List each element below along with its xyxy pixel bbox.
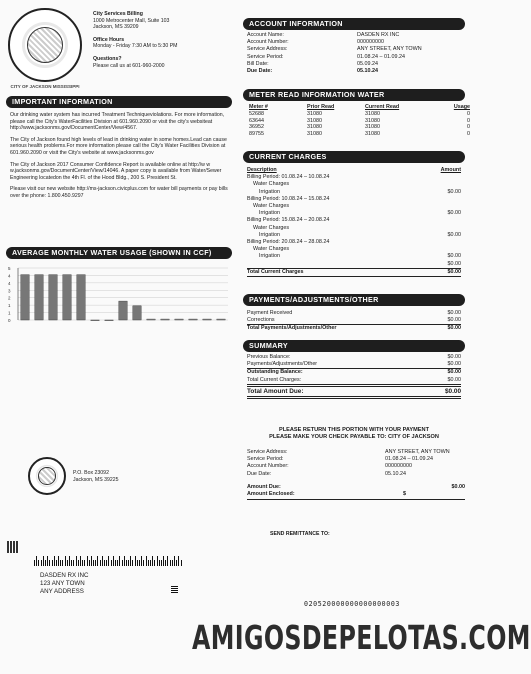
charge-amount: $0.00	[447, 231, 461, 238]
amount-due-value: $0.00	[451, 484, 465, 490]
city-seal	[8, 8, 82, 82]
charge-period-block	[247, 174, 461, 196]
corrections-value: $0.00	[447, 317, 461, 324]
remit-row-label: Service Period:	[247, 456, 284, 463]
important-p4: Please visit our new website http://ms-jackson.civicplus.com for water bill payments or pay bills over the phone: 1.800.450.9297	[10, 186, 228, 199]
barcode-bar	[146, 556, 147, 566]
barcode-bar	[38, 560, 39, 566]
remit-row-value: 05.10.24	[385, 470, 406, 477]
barcode-bar	[152, 556, 153, 566]
outstanding-row	[247, 369, 461, 376]
barcode-bar	[132, 560, 133, 566]
payment-received-label: Payment Received	[247, 310, 293, 316]
account-row-label: Service Period:	[247, 53, 284, 60]
meter-cell: 31080	[365, 117, 380, 124]
meter-row	[249, 110, 470, 118]
barcode-bar	[141, 556, 142, 566]
remit-line1: PLEASE RETURN THIS PORTION WITH YOUR PAYMENT	[278, 427, 429, 433]
questions-text: Please call us at 601-960-2000	[93, 62, 165, 69]
barcode-bar	[43, 556, 44, 566]
payment-received-value: $0.00	[447, 310, 461, 316]
barcode-bar	[111, 560, 112, 566]
barcode-bar	[128, 560, 129, 566]
barcode-bar	[143, 560, 144, 566]
barcode-bar	[87, 556, 88, 566]
charge-period-label: Billing Period: 01.08.24 – 10.08.24	[247, 174, 330, 181]
summary-payments-label: Payments/Adjustments/Other	[247, 361, 318, 368]
barcode-bar	[67, 560, 68, 566]
barcode-bar	[130, 556, 131, 566]
barcode-bar	[36, 556, 37, 566]
meter-cell: 31080	[307, 110, 322, 117]
scanline-number: 020520000000000000003	[304, 600, 400, 608]
barcode-bar	[108, 556, 109, 566]
barcode-bar	[73, 560, 74, 566]
meter-col-meter: Meter #	[249, 104, 268, 110]
y-tick-label: 3	[8, 288, 11, 294]
usage-bar	[119, 301, 127, 320]
city-seal-small	[28, 457, 66, 495]
charges-total-label: Total Current Charges	[247, 268, 304, 275]
remit-row-value: 01.08.24 – 01.09.24	[385, 456, 433, 463]
barcode-bar	[84, 560, 85, 566]
charge-water-row	[247, 203, 461, 210]
usage-bar	[105, 320, 113, 321]
barcode-bar	[93, 560, 94, 566]
barcode-bar	[65, 556, 66, 566]
barcode-bar	[34, 560, 35, 566]
meter-row	[249, 131, 470, 138]
questions-title: Questions?	[93, 55, 122, 62]
usage-bar	[133, 306, 141, 320]
summary-header: SUMMARY	[243, 340, 465, 352]
payments-header: PAYMENTS/ADJUSTMENTS/OTHER	[243, 294, 465, 306]
barcode-bar	[148, 560, 149, 566]
charge-irrigation-row	[247, 210, 461, 217]
account-row-label: Account Name:	[247, 32, 284, 38]
usage-bar	[189, 319, 197, 320]
barcode-bar	[135, 556, 136, 566]
barcode-bar	[78, 560, 79, 566]
po-box: P.O. Box 23092	[73, 470, 109, 476]
meter-cell: 31080	[307, 131, 322, 138]
send-remittance-label: SEND REMITTANCE TO:	[270, 531, 330, 537]
barcode-bar	[71, 560, 72, 566]
meter-cell: 0	[467, 110, 470, 117]
charge-period-label: Billing Period: 15.08.24 – 20.08.24	[247, 217, 330, 224]
charge-water-row	[247, 246, 461, 253]
barcode-bar	[178, 556, 179, 566]
barcode-bar	[100, 560, 101, 566]
usage-chart-svg	[6, 264, 232, 326]
meter-cell: 63644	[249, 117, 264, 124]
barcode-bar	[159, 560, 160, 566]
summary-current-value: $0.00	[447, 376, 461, 383]
barcode-bar	[161, 560, 162, 566]
barcode-bar	[170, 560, 171, 566]
barcode-bar	[76, 556, 77, 566]
remit-row	[247, 456, 465, 463]
payments-total-row	[247, 325, 461, 332]
y-tick-label: 4	[8, 273, 11, 279]
important-header: IMPORTANT INFORMATION	[6, 96, 232, 108]
barcode-bar	[102, 556, 103, 566]
payments-total-label: Total Payments/Adjustments/Other	[247, 325, 337, 332]
charge-water-label: Water Charges	[253, 224, 290, 231]
barcode-bar	[137, 560, 138, 566]
po-city: Jackson, MS 39225	[73, 476, 119, 483]
services-info	[93, 11, 233, 69]
barcode-bar	[126, 560, 127, 566]
meter-cell: 36952	[249, 124, 264, 131]
charge-irrigation-row	[247, 189, 461, 196]
amount-due-label: Amount Due:	[247, 484, 281, 490]
charge-irrigation-row	[247, 232, 461, 239]
account-row-value: 000000000	[357, 39, 384, 46]
account-row-value: 01.08.24 – 01.09.24	[357, 53, 405, 60]
barcode-bar	[80, 556, 81, 566]
postal-barcode	[34, 548, 184, 558]
remit-row	[247, 463, 465, 470]
account-row-label: Due Date:	[247, 68, 273, 75]
barcode-bar	[49, 560, 50, 566]
charge-water-row	[247, 225, 461, 232]
meter-table	[249, 104, 470, 138]
barcode-bar	[172, 560, 173, 566]
meter-cell: 31080	[365, 124, 380, 131]
total-due-row	[247, 387, 461, 396]
barcode-bar	[82, 560, 83, 566]
previous-balance-label: Previous Balance:	[247, 354, 291, 360]
account-row-label: Account Number:	[247, 39, 289, 46]
meter-row	[249, 117, 470, 125]
charge-period-block	[247, 196, 461, 218]
charges-table	[247, 167, 461, 277]
small-qr-icon	[171, 586, 178, 593]
po-box-address	[73, 470, 119, 483]
usage-bar	[63, 275, 71, 320]
services-addr1: 1000 Metrocenter Mall, Suite 103	[93, 17, 170, 24]
remit-row-value: 000000000	[385, 463, 412, 470]
account-row-label: Service Address:	[247, 46, 288, 53]
usage-bar	[35, 275, 43, 320]
account-row	[247, 61, 465, 68]
remit-row-label: Due Date:	[247, 470, 272, 477]
charges-total-value: $0.00	[447, 268, 461, 275]
usage-bar	[161, 319, 169, 320]
barcode-bar	[41, 560, 42, 566]
meter-cell: 89755	[249, 131, 264, 138]
charge-water-label: Water Charges	[253, 246, 290, 253]
charges-col-headers	[247, 167, 461, 174]
y-tick-label: 1	[8, 310, 11, 316]
payments-table	[247, 310, 461, 333]
barcode-bar	[174, 556, 175, 566]
usage-bar	[203, 319, 211, 320]
charges-desc-header: Description	[247, 167, 277, 173]
seal-text: CITY OF JACKSON MISSISSIPPI	[10, 84, 80, 89]
barcode-bar	[60, 560, 61, 566]
corrections-row	[247, 317, 461, 324]
customer-line1: 123 ANY TOWN	[40, 580, 85, 587]
usage-bar	[175, 319, 183, 320]
charge-water-label: Water Charges	[253, 203, 290, 210]
charge-irrigation-row	[247, 253, 461, 260]
charge-period-label: Billing Period: 20.08.24 – 28.08.24	[247, 239, 330, 246]
usage-bar	[147, 319, 155, 320]
barcode-bar	[56, 560, 57, 566]
remit-row-label: Service Address:	[247, 449, 288, 455]
barcode-bar	[122, 560, 123, 566]
remit-row-label: Account Number:	[247, 463, 289, 470]
barcode-bar	[119, 556, 120, 566]
customer-line2: ANY ADDRESS	[40, 588, 84, 595]
usage-header: AVERAGE MONTHLY WATER USAGE (SHOWN IN CCF)	[6, 247, 232, 259]
services-title: City Services Billing	[93, 11, 143, 17]
meter-col-current: Current Read	[365, 104, 400, 110]
remit-line2: PLEASE MAKE YOUR CHECK PAYABLE TO: CITY OF JACKSON	[269, 434, 439, 440]
summary-current-row	[247, 377, 461, 384]
meter-cell: 0	[467, 117, 470, 124]
amount-enclosed-field[interactable]: $	[403, 491, 406, 498]
barcode-bar	[45, 560, 46, 566]
remit-amounts	[247, 484, 465, 500]
barcode-bar	[154, 560, 155, 566]
usage-chart	[6, 264, 232, 326]
account-row-value: 05.10.24	[357, 68, 378, 75]
outstanding-label: Outstanding Balance:	[247, 369, 303, 376]
barcode-bar	[165, 560, 166, 566]
y-tick-label: 0	[8, 318, 11, 323]
charges-header: CURRENT CHARGES	[243, 151, 465, 163]
remit-row	[247, 471, 465, 478]
barcode-bar	[157, 556, 158, 566]
meter-header: METER READ INFORMATION WATER	[243, 89, 465, 101]
account-row-value: DASDEN RX INC	[357, 32, 400, 38]
usage-bar	[91, 320, 99, 321]
charge-amount: $0.00	[447, 210, 461, 217]
barcode-bar	[124, 556, 125, 566]
hours-text: Monday - Friday 7:30 AM to 5:30 PM	[93, 43, 178, 50]
barcode-bar	[181, 560, 182, 566]
charges-extra-row	[247, 261, 461, 268]
summary-current-label: Total Current Charges:	[247, 376, 302, 383]
meter-row	[249, 124, 470, 131]
total-due-value: $0.00	[445, 387, 461, 395]
charge-period-row	[247, 239, 461, 246]
customer-address	[40, 572, 88, 596]
y-tick-label: 4	[8, 280, 11, 286]
charge-amount: $0.00	[447, 188, 461, 195]
amount-due-row	[247, 484, 465, 491]
account-row	[247, 39, 465, 46]
summary-payments-value: $0.00	[447, 361, 461, 368]
account-row	[247, 32, 465, 39]
barcode-bar	[139, 560, 140, 566]
charge-period-block	[247, 239, 461, 261]
charges-amount-header: Amount	[440, 167, 461, 173]
meter-col-prior: Prior Read	[307, 104, 335, 110]
meter-cell: 31080	[307, 124, 322, 131]
barcode-bar	[58, 556, 59, 566]
y-tick-label: 5	[8, 266, 11, 271]
charges-extra-amount: $0.00	[447, 260, 461, 267]
barcode-bar	[54, 556, 55, 566]
account-row-value: ANY STREET, ANY TOWN	[357, 46, 422, 53]
summary-table	[247, 354, 461, 399]
seal-small-emblem	[38, 467, 56, 485]
hours-title: Office Hours	[93, 36, 125, 43]
barcode-bar	[89, 560, 90, 566]
barcode-bar	[95, 560, 96, 566]
total-due-label: Total Amount Due:	[247, 387, 304, 395]
amount-enclosed-row	[247, 491, 465, 498]
meter-cell: 0	[467, 131, 470, 138]
barcode-bar	[47, 556, 48, 566]
account-row	[247, 54, 465, 61]
important-p3: The City of Jackson 2017 Consumer Confidence Report is available online at http://w w w.jacksonms.gov/DocumentCenter/View/14046. A paper copy is available from Water/Sewer Engineering locatedon the 4th Fl. of the Hood Bldg., 200 S. President St.	[10, 161, 222, 181]
seal-emblem	[27, 27, 63, 63]
payment-received-row	[247, 310, 461, 317]
barcode-bar	[150, 560, 151, 566]
previous-balance-value: $0.00	[447, 354, 461, 360]
usage-bar	[77, 275, 85, 320]
payments-total-value: $0.00	[447, 325, 461, 332]
customer-name: DASDEN RX INC	[40, 572, 89, 579]
charges-total-row	[247, 269, 461, 276]
account-row	[247, 68, 465, 75]
barcode-bar	[113, 556, 114, 566]
barcode-bar	[163, 556, 164, 566]
usage-bar	[49, 275, 57, 320]
services-addr2: Jackson, MS 39209	[93, 24, 139, 31]
corrections-label: Corrections	[247, 317, 275, 324]
charge-period-row	[247, 196, 461, 203]
charge-irrigation-label: Irrigation	[259, 253, 280, 260]
remit-table	[247, 449, 465, 478]
barcode-bar	[104, 560, 105, 566]
charge-water-label: Water Charges	[253, 181, 290, 188]
outstanding-value: $0.00	[447, 369, 461, 376]
barcode-bar	[106, 560, 107, 566]
barcode-bar	[117, 560, 118, 566]
meter-cell: 31080	[307, 117, 322, 124]
meter-cell: 52688	[249, 110, 264, 117]
summary-payments-row	[247, 361, 461, 368]
y-tick-label: 2	[8, 295, 11, 301]
barcode-bar	[62, 560, 63, 566]
meter-cell: 31080	[365, 131, 380, 138]
previous-balance-row	[247, 354, 461, 361]
usage-bar	[217, 319, 225, 320]
amount-enclosed-label: Amount Enclosed:	[247, 491, 295, 498]
remit-instructions	[243, 427, 465, 441]
account-row	[247, 46, 465, 53]
account-row-label: Bill Date:	[247, 60, 269, 67]
charge-irrigation-label: Irrigation	[259, 210, 280, 217]
meter-cell: 0	[467, 124, 470, 131]
charge-irrigation-label: Irrigation	[259, 188, 280, 195]
barcode-bar	[97, 556, 98, 566]
charge-amount: $0.00	[447, 253, 461, 260]
charge-period-row	[247, 174, 461, 181]
barcode-bar	[176, 560, 177, 566]
account-row-value: 05.09.24	[357, 60, 378, 67]
charge-water-row	[247, 181, 461, 188]
barcode-bar	[167, 556, 168, 566]
charge-period-block	[247, 217, 461, 239]
barcode-bar	[52, 560, 53, 566]
meter-table-header	[249, 104, 470, 111]
remit-row	[247, 449, 465, 456]
account-header: ACCOUNT INFORMATION	[243, 18, 465, 30]
barcode-bar	[115, 560, 116, 566]
barcode-bar	[91, 556, 92, 566]
charge-irrigation-label: Irrigation	[259, 231, 280, 238]
barcode-bar	[69, 556, 70, 566]
important-body	[10, 112, 232, 200]
watermark-logo: AMIGOSDEPELOTAS.COM	[192, 618, 531, 657]
qr-code-icon	[7, 541, 19, 553]
remit-row-value: ANY STREET, ANY TOWN	[385, 449, 450, 455]
important-p1: Our drinking water system has incurred Treatment Techniqueviolations. For more information, please call the City's WaterFacilities Division at 601.960.2090 or visit the city's websiteat http://www.jacksonms.gov/DocumentCenter/View/4567.	[10, 112, 225, 132]
charge-period-label: Billing Period: 10.08.24 – 15.08.24	[247, 195, 330, 202]
account-table	[247, 32, 465, 75]
important-p2: The City of Jackson found high levels of lead in drinking water in some homes.Lead can cause serious health problems.For more information please call the City's Water Facilities Division at 601.960.2090 or visit the City's website at www.jacksonms.gov	[10, 136, 227, 156]
meter-col-usage: Usage	[453, 104, 470, 110]
usage-bar	[21, 275, 29, 320]
meter-cell: 31080	[365, 110, 380, 117]
charge-period-row	[247, 217, 461, 224]
y-tick-label: 1	[8, 303, 11, 309]
